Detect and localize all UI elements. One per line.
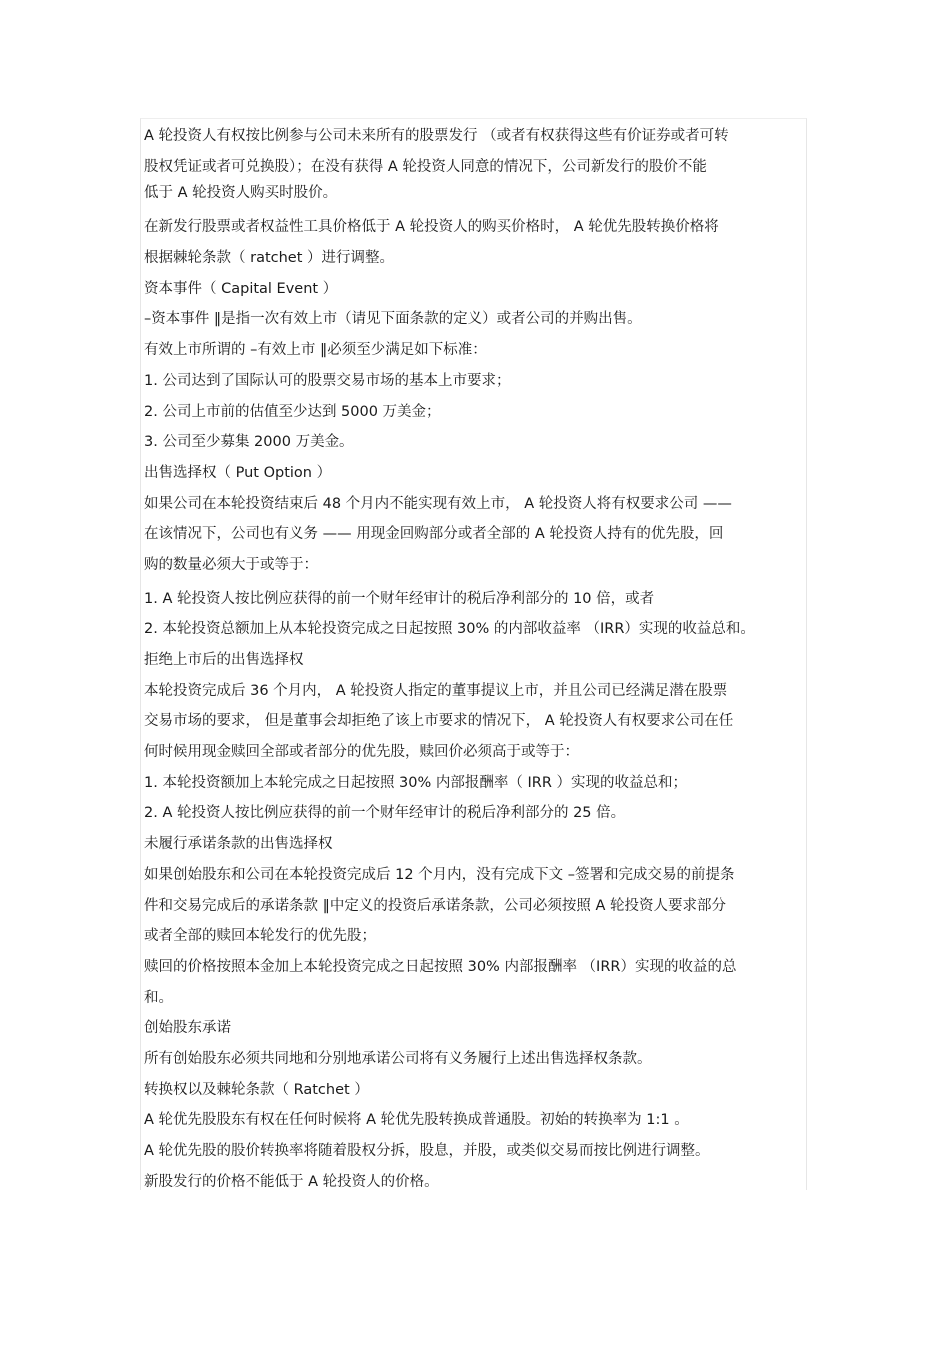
- text-line: 本轮投资完成后 36 个月内， A 轮投资人指定的董事提议上市，并且公司已经满足潜在股票: [144, 682, 728, 699]
- text-line: 何时候用现金赎回全部或者部分的优先股，赎回价必须高于或等于：: [144, 744, 579, 761]
- list-item: 2. 公司上市前的估值至少达到 5000 万美金；: [144, 403, 441, 420]
- text-line: 赎回的价格按照本金加上本轮投资完成之日起按照 30% 内部报酬率 （IRR）实现的收益的总: [144, 958, 737, 975]
- list-item: 1. 本轮投资额加上本轮完成之日起按照 30% 内部报酬率（ IRR ）实现的收益总和；: [144, 774, 688, 791]
- text-line: 根据棘轮条款（ ratchet ）进行调整。: [144, 250, 395, 267]
- text-line: 新股发行的价格不能低于 A 轮投资人的价格。: [144, 1173, 439, 1190]
- text-line: 如果创始股东和公司在本轮投资完成后 12 个月内，没有完成下文 –签署和完成交易的前提条: [144, 866, 735, 883]
- section-heading: 转换权以及棘轮条款（ Ratchet ）: [144, 1081, 369, 1098]
- list-item: 2. A 轮投资人按比例应获得的前一个财年经审计的税后净利部分的 25 倍。: [144, 805, 626, 822]
- section-heading: 资本事件（ Capital Event ）: [144, 280, 338, 297]
- text-line: 或者全部的赎回本轮发行的优先股；: [144, 928, 376, 945]
- text-line: A 轮优先股股东有权在任何时候将 A 轮优先股转换成普通股。初始的转换率为 1:1 。: [144, 1112, 689, 1129]
- text-line: 件和交易完成后的承诺条款 ‖中定义的投资后承诺条款，公司必须按照 A 轮投资人要求部分: [144, 897, 726, 914]
- text-line: 低于 A 轮投资人购买时股价。: [144, 185, 338, 202]
- list-item: 2. 本轮投资总额加上从本轮投资完成之日起按照 30% 的内部收益率 （IRR）实现的收益总和。: [144, 621, 755, 638]
- list-item: 1. 公司达到了国际认可的股票交易市场的基本上市要求；: [144, 372, 511, 389]
- text-line: 购的数量必须大于或等于：: [144, 556, 318, 573]
- list-item: 1. A 轮投资人按比例应获得的前一个财年经审计的税后净利部分的 10 倍，或者: [144, 590, 655, 607]
- text-line: 在该情况下，公司也有义务 —— 用现金回购部分或者全部的 A 轮投资人持有的优先股，回: [144, 526, 724, 543]
- list-item: 3. 公司至少募集 2000 万美金。: [144, 434, 354, 451]
- text-line: 有效上市所谓的 –有效上市 ‖必须至少满足如下标准：: [144, 342, 487, 359]
- section-heading: 创始股东承诺: [144, 1020, 231, 1037]
- text-line: A 轮优先股的股价转换率将随着股权分拆，股息，并股，或类似交易而按比例进行调整。: [144, 1143, 710, 1159]
- text-line: 所有创始股东必须共同地和分别地承诺公司将有义务履行上述出售选择权条款。: [144, 1050, 652, 1067]
- text-line: –资本事件 ‖是指一次有效上市（请见下面条款的定义）或者公司的并购出售。: [144, 311, 642, 328]
- text-line: 股权凭证或者可兑换股）；在没有获得 A 轮投资人同意的情况下，公司新发行的股价不能: [144, 158, 707, 175]
- text-line: 在新发行股票或者权益性工具价格低于 A 轮投资人的购买价格时， A 轮优先股转换价格将: [144, 219, 719, 236]
- section-heading: 出售选择权（ Put Option ）: [144, 464, 332, 481]
- section-heading: 拒绝上市后的出售选择权: [144, 652, 304, 668]
- text-line: A 轮投资人有权按比例参与公司未来所有的股票发行 （或者有权获得这些有价证券或者可转: [144, 128, 729, 144]
- text-line: 如果公司在本轮投资结束后 48 个月内不能实现有效上市， A 轮投资人将有权要求公司 ——: [144, 495, 732, 512]
- document-body: [144, 121, 809, 1197]
- text-line: 交易市场的要求， 但是董事会却拒绝了该上市要求的情况下， A 轮投资人有权要求公司在任: [144, 713, 734, 730]
- text-line: 和。: [144, 989, 173, 1006]
- section-heading: 未履行承诺条款的出售选择权: [144, 836, 333, 853]
